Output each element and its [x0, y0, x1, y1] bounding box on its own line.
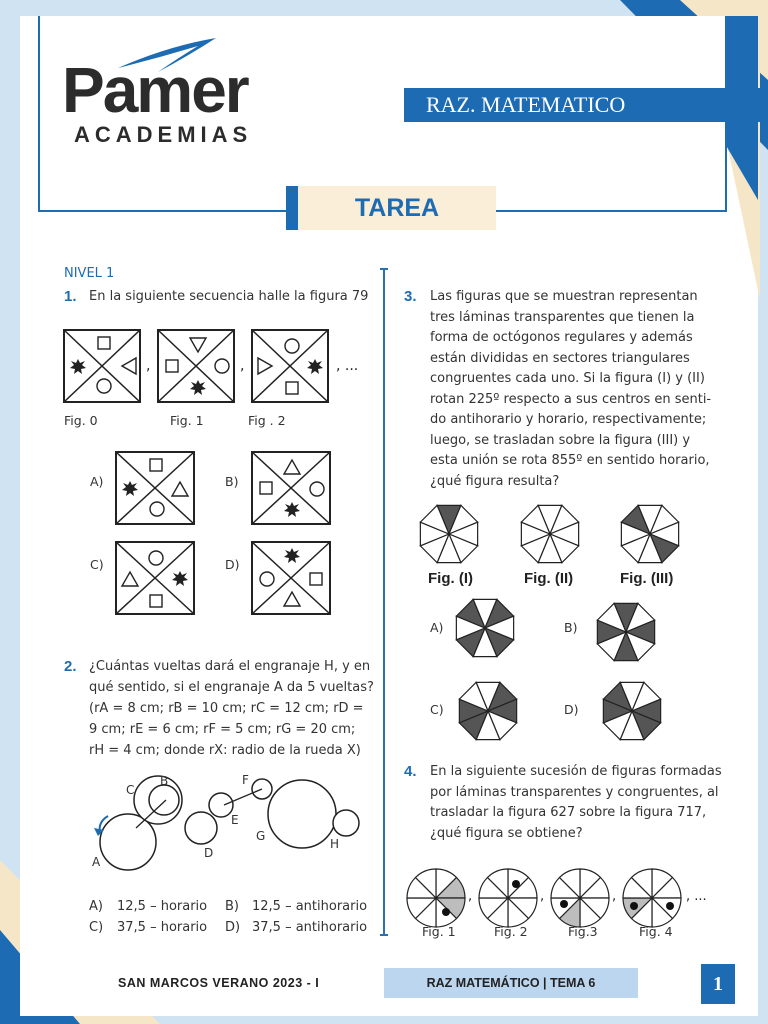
q1-sequence-figures	[64, 330, 364, 410]
q4-line-2: por láminas transparentes y congruentes, al	[430, 784, 719, 800]
gear-label-g: G	[256, 829, 266, 843]
question-3-number: 3.	[404, 288, 417, 305]
q3-octagon-fig-3	[621, 505, 678, 562]
q2-answer-b-key[interactable]: B)	[225, 899, 239, 914]
q3-fig-label-3: Fig. (III)	[620, 570, 674, 587]
q1-fig-label-1: Fig. 1	[170, 413, 204, 428]
gear-g	[268, 780, 336, 848]
q4-fig-label-3: Fig.3	[568, 924, 598, 939]
gear-label-d: D	[204, 846, 214, 860]
q3-octagon-fig-1	[420, 505, 477, 562]
level-heading: NIVEL 1	[64, 266, 115, 281]
question-2-number: 2.	[64, 658, 77, 675]
q2-answer-a-value: 12,5 – horario	[117, 899, 208, 914]
logo-name: Pamer	[62, 54, 248, 126]
q1-sep-2: ,	[240, 358, 245, 374]
q3-line-4: están divididas en sectores triangulares	[430, 350, 690, 366]
gear-e	[209, 793, 233, 817]
q1-option-a[interactable]: A)	[90, 474, 104, 489]
q4-sep-3: ,	[612, 889, 617, 904]
q3-line-10: ¿qué figura resulta?	[430, 473, 560, 489]
gear-h	[333, 810, 359, 836]
q1-sep-1: ,	[146, 358, 151, 374]
q2-line-3: (rA = 8 cm; rB = 10 cm; rC = 12 cm; rD =	[89, 701, 364, 716]
page-number: 1	[701, 964, 735, 1004]
q1-fig-label-0: Fig. 0	[64, 413, 98, 428]
q3-octagon-figures	[400, 498, 760, 748]
q3-option-a[interactable]: A)	[430, 620, 444, 635]
section-title: TAREA	[286, 186, 496, 230]
q1-option-figures	[116, 452, 416, 622]
q3-line-6: rotan 225º respecto a sus centros en senti-	[430, 391, 712, 407]
q1-option-b[interactable]: B)	[225, 474, 239, 489]
q2-line-1: ¿Cuántas vueltas dará el engranaje H, y en	[89, 659, 371, 674]
q3-option-c[interactable]: C)	[430, 702, 444, 717]
q3-line-2: tres láminas transparentes que tienen la	[430, 309, 695, 325]
q3-fig-label-2: Fig. (II)	[524, 570, 574, 587]
q4-circle-fig-1	[407, 869, 465, 927]
q1-sep-3: , ...	[336, 358, 359, 374]
gear-label-c: C	[126, 783, 135, 797]
footer-course: SAN MARCOS VERANO 2023 - I	[118, 976, 320, 990]
q2-answer-d-key[interactable]: D)	[225, 920, 241, 935]
q3-line-9: esta unión se rota 855º en sentido horario,	[430, 453, 710, 468]
gear-b	[149, 785, 179, 815]
q1-fig-2	[252, 330, 328, 402]
footer-topic: RAZ MATEMÁTICO | TEMA 6	[384, 968, 638, 998]
q2-answer-c-key[interactable]: C)	[89, 920, 104, 935]
q3-octagon-option-d	[603, 682, 660, 739]
q2-gear-diagram	[84, 770, 384, 880]
q3-octagon-option-c	[459, 682, 516, 739]
q3-option-b[interactable]: B)	[564, 620, 578, 635]
q4-circle-fig-3	[551, 869, 609, 927]
q1-option-c[interactable]: C)	[90, 557, 104, 572]
q2-line-2: qué sentido, si el engranaje A da 5 vueltas?	[89, 680, 374, 695]
q3-octagon-fig-2	[521, 505, 578, 562]
q1-option-d-figure	[252, 542, 330, 614]
q4-circle-fig-2	[479, 869, 537, 927]
q3-fig-label-1: Fig. (I)	[428, 570, 473, 587]
q3-line-8: luego, se trasladan sobre la figura (III) y	[430, 432, 691, 448]
q3-octagon-option-a	[456, 599, 513, 656]
q4-line-4: ¿qué figura se obtiene?	[430, 825, 583, 841]
q1-option-a-figure	[116, 452, 194, 524]
q2-answer-d-value: 37,5 – antihorario	[252, 920, 368, 935]
gear-label-a: A	[92, 855, 101, 869]
q2-line-5: rH = 4 cm; donde rX: radio de la rueda X)	[89, 743, 361, 758]
q4-sep-1: ,	[468, 889, 473, 904]
q4-fig-label-4: Fig. 4	[639, 924, 673, 939]
q2-answer-c-value: 37,5 – horario	[117, 920, 208, 935]
gear-label-h: H	[330, 837, 340, 851]
gear-label-b: B	[160, 774, 169, 788]
q1-fig-0	[64, 330, 140, 402]
q2-line-4: 9 cm; rE = 6 cm; rF = 5 cm; rG = 20 cm;	[89, 722, 356, 737]
q2-answer-a-key[interactable]: A)	[89, 899, 103, 914]
question-1-number: 1.	[64, 288, 77, 305]
logo-subtitle: ACADEMIAS	[74, 122, 253, 147]
q3-option-d[interactable]: D)	[564, 702, 579, 717]
q4-line-3: trasladar la figura 627 sobre la figura 717,	[430, 805, 707, 820]
gear-label-f: F	[242, 773, 249, 787]
q2-answer-b-value: 12,5 – antihorario	[252, 899, 368, 914]
gear-label-e: E	[231, 813, 239, 827]
gear-d	[185, 812, 217, 844]
q4-sep-4: , ...	[686, 889, 707, 904]
q1-fig-label-2: Fig . 2	[248, 413, 286, 428]
q3-line-5: congruentes cada uno. Si la figura (I) y (II)	[430, 371, 705, 386]
q3-line-7: do antihorario y horario, respectivamente;	[430, 412, 707, 427]
q1-fig-1	[158, 330, 234, 402]
question-4-number: 4.	[404, 763, 417, 780]
subject-title: RAZ. MATEMATICO	[404, 88, 768, 122]
q3-line-1: Las figuras que se muestran representan	[430, 289, 698, 304]
q4-fig-label-2: Fig. 2	[494, 924, 528, 939]
q4-circle-fig-4	[623, 869, 681, 927]
question-1-text: En la siguiente secuencia halle la figura 79	[89, 289, 369, 304]
q4-line-1: En la siguiente sucesión de figuras formadas	[430, 764, 722, 779]
q1-option-d[interactable]: D)	[225, 557, 240, 572]
q1-option-c-figure	[116, 542, 194, 614]
q1-option-b-figure	[252, 452, 330, 524]
q3-octagon-option-b	[597, 603, 654, 660]
q4-sep-2: ,	[540, 889, 545, 904]
q4-fig-label-1: Fig. 1	[422, 924, 456, 939]
q3-line-3: forma de octógonos regulares y además	[430, 330, 693, 345]
